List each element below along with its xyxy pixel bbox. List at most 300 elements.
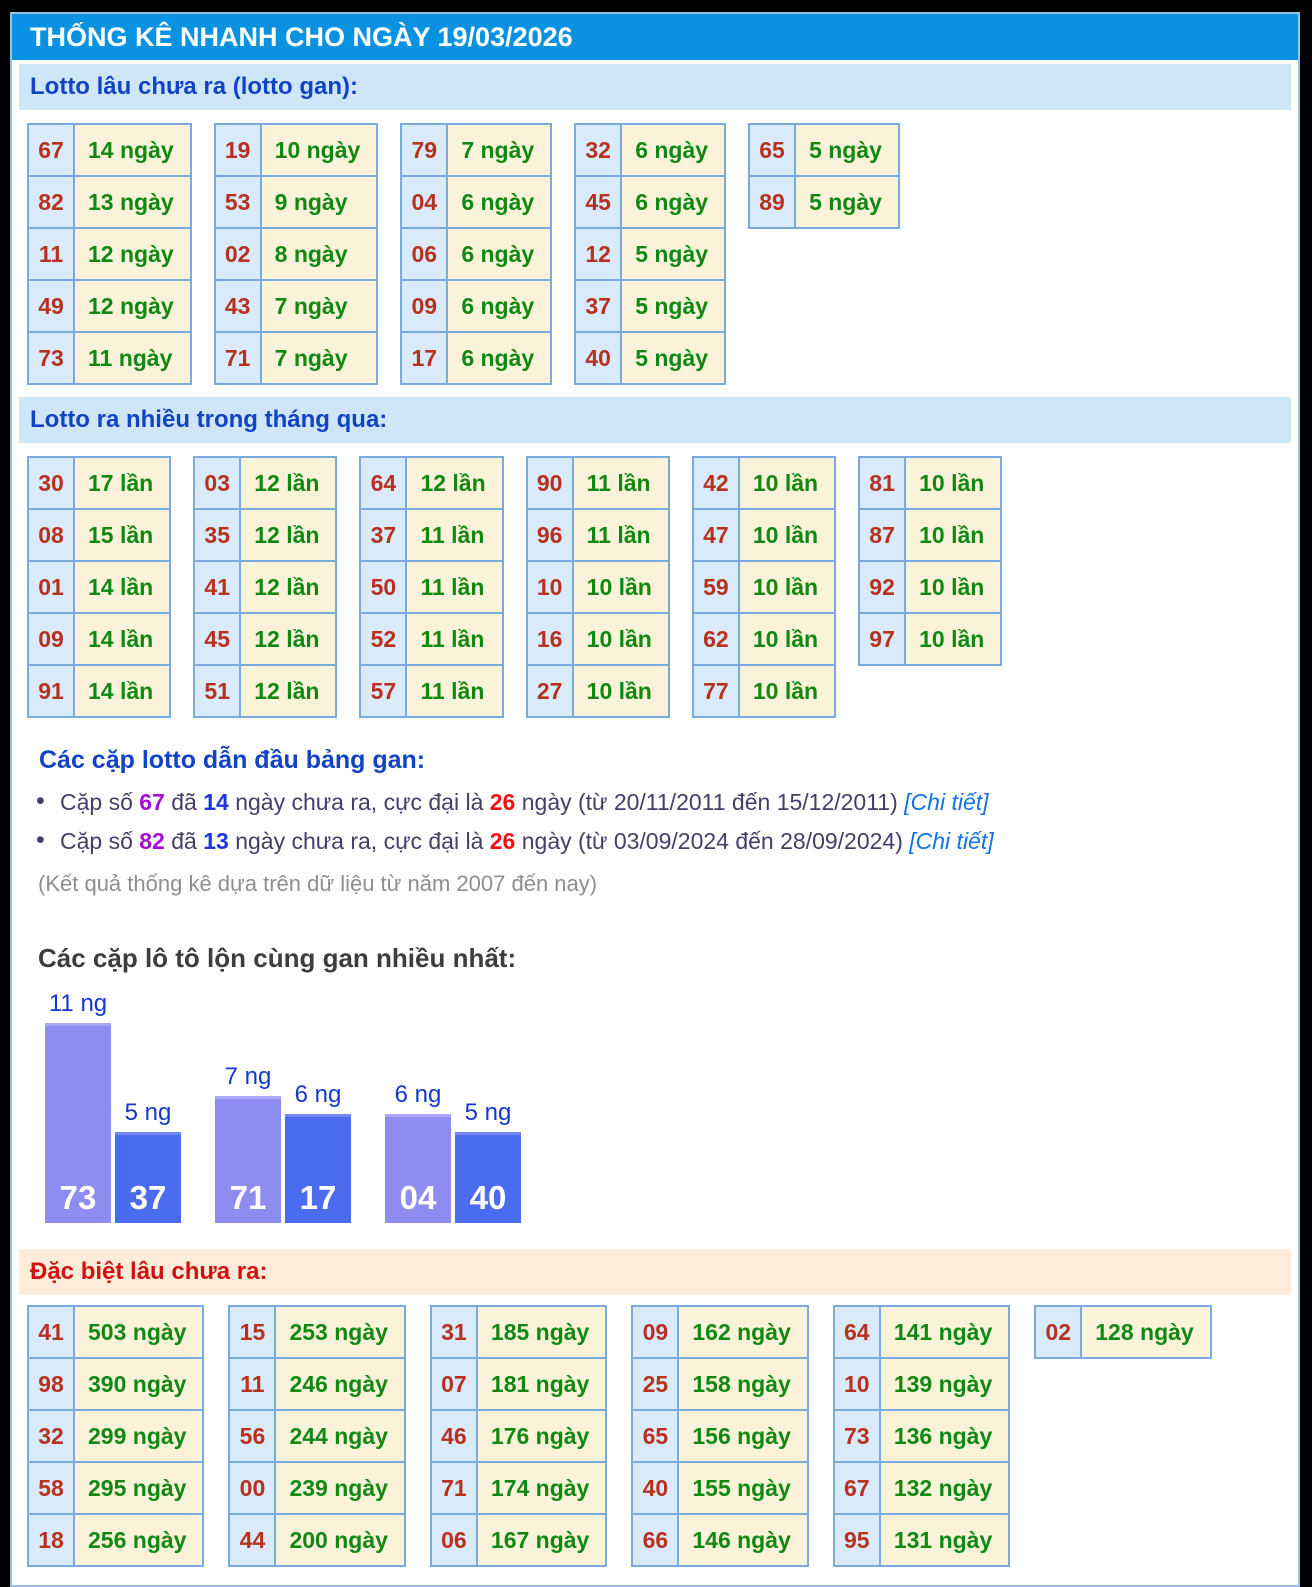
lotto-number-cell: 45 bbox=[194, 613, 240, 665]
chart-bar bbox=[385, 1114, 451, 1223]
special-days-cell: 141 ngày bbox=[880, 1306, 1009, 1358]
lotto-number-cell: 65 bbox=[749, 124, 795, 176]
lotto-number-cell: 06 bbox=[401, 228, 447, 280]
special-number-cell: 66 bbox=[632, 1514, 678, 1566]
pair-text: Cặp số bbox=[60, 789, 140, 815]
lotto-number-cell: 11 bbox=[28, 228, 74, 280]
special-number-cell: 41 bbox=[28, 1306, 74, 1358]
bar-pair bbox=[385, 1081, 521, 1223]
special-days-cell: 128 ngày bbox=[1081, 1306, 1210, 1358]
statistics-note: (Kết quả thống kê dựa trên dữ liệu từ năm 2007 đến nay) bbox=[38, 871, 598, 896]
special-number-cell: 15 bbox=[229, 1306, 275, 1358]
lotto-number-cell: 73 bbox=[28, 332, 74, 384]
appearance-count-cell: 10 lần bbox=[739, 561, 835, 613]
lotto-number-cell: 41 bbox=[194, 561, 240, 613]
bar-number-label: 04 bbox=[399, 1179, 437, 1216]
lotto-number-cell: 35 bbox=[194, 509, 240, 561]
gan-days-cell: 5 ngày bbox=[621, 228, 725, 280]
section-freq-title: Lotto ra nhiều trong tháng qua: bbox=[30, 406, 388, 433]
pair-number: 67 bbox=[139, 789, 165, 815]
gan-days-cell: 6 ngày bbox=[447, 228, 551, 280]
special-days-cell: 390 ngày bbox=[74, 1358, 203, 1410]
bar-value-label: 5 ng bbox=[464, 1099, 512, 1126]
lotto-number-cell: 08 bbox=[28, 509, 74, 561]
leading-pairs-title: Các cặp lotto dẫn đầu bảng gan: bbox=[39, 746, 426, 774]
lotto-number-cell: 96 bbox=[527, 509, 573, 561]
lotto-number-cell: 30 bbox=[28, 457, 74, 509]
stat-row bbox=[194, 561, 336, 613]
special-days-cell: 139 ngày bbox=[880, 1358, 1009, 1410]
stat-row bbox=[28, 509, 170, 561]
stat-row bbox=[215, 228, 378, 280]
stat-row bbox=[575, 228, 725, 280]
lotto-number-cell: 91 bbox=[28, 665, 74, 717]
stat-table bbox=[1034, 1305, 1211, 1359]
gan-days-cell: 7 ngày bbox=[261, 280, 378, 332]
chart-bar bbox=[115, 1132, 181, 1223]
appearance-count-cell: 10 lần bbox=[905, 613, 1001, 665]
stat-row bbox=[859, 457, 1001, 509]
stat-row bbox=[194, 613, 336, 665]
bar-pair bbox=[45, 990, 181, 1223]
lotto-number-cell: 42 bbox=[693, 457, 739, 509]
lotto-number-cell: 47 bbox=[693, 509, 739, 561]
bar-column-17 bbox=[285, 1081, 351, 1223]
stat-table bbox=[193, 456, 337, 718]
stat-row bbox=[194, 665, 336, 717]
appearance-count-cell: 12 lần bbox=[240, 613, 336, 665]
special-number-cell: 02 bbox=[1035, 1306, 1081, 1358]
leading-pairs-list bbox=[12, 789, 1298, 855]
appearance-count-cell: 11 lần bbox=[406, 509, 502, 561]
gan-days-cell: 7 ngày bbox=[447, 124, 551, 176]
special-number-cell: 44 bbox=[229, 1514, 275, 1566]
lotto-number-cell: 45 bbox=[575, 176, 621, 228]
stat-row bbox=[527, 457, 669, 509]
gan-tables-row bbox=[27, 123, 1291, 385]
stat-row bbox=[28, 1358, 203, 1410]
stat-table bbox=[214, 123, 379, 385]
appearance-count-cell: 10 lần bbox=[573, 613, 669, 665]
pair-text: đã bbox=[164, 789, 204, 815]
stat-row bbox=[401, 176, 551, 228]
lotto-number-cell: 52 bbox=[360, 613, 406, 665]
stat-row bbox=[229, 1462, 404, 1514]
gan-days-cell: 6 ngày bbox=[621, 176, 725, 228]
special-days-cell: 158 ngày bbox=[678, 1358, 807, 1410]
stat-row bbox=[431, 1358, 606, 1410]
bar-column-71 bbox=[215, 1063, 281, 1223]
bar-number-label: 37 bbox=[129, 1179, 167, 1216]
special-days-cell: 132 ngày bbox=[880, 1462, 1009, 1514]
stat-row bbox=[632, 1410, 807, 1462]
stat-row bbox=[834, 1358, 1009, 1410]
special-days-cell: 162 ngày bbox=[678, 1306, 807, 1358]
appearance-count-cell: 10 lần bbox=[573, 665, 669, 717]
special-number-cell: 73 bbox=[834, 1410, 880, 1462]
stat-row bbox=[28, 457, 170, 509]
appearance-count-cell: 10 lần bbox=[739, 509, 835, 561]
special-number-cell: 06 bbox=[431, 1514, 477, 1566]
stat-row bbox=[632, 1358, 807, 1410]
stat-row bbox=[575, 124, 725, 176]
detail-link[interactable]: [Chi tiết] bbox=[904, 789, 989, 815]
lotto-number-cell: 37 bbox=[575, 280, 621, 332]
appearance-count-cell: 11 lần bbox=[406, 613, 502, 665]
stat-table bbox=[748, 123, 900, 229]
section-freq-band bbox=[19, 397, 1291, 443]
stat-row bbox=[431, 1514, 606, 1566]
stat-row bbox=[527, 613, 669, 665]
special-number-cell: 56 bbox=[229, 1410, 275, 1462]
pair-text: ngày chưa ra, cực đại là bbox=[228, 828, 490, 854]
appearance-count-cell: 10 lần bbox=[905, 509, 1001, 561]
lotto-number-cell: 16 bbox=[527, 613, 573, 665]
stat-row bbox=[401, 280, 551, 332]
stat-row bbox=[28, 124, 191, 176]
lotto-number-cell: 57 bbox=[360, 665, 406, 717]
stat-row bbox=[229, 1358, 404, 1410]
stat-row bbox=[401, 124, 551, 176]
chart-bar bbox=[45, 1023, 111, 1223]
appearance-count-cell: 11 lần bbox=[573, 509, 669, 561]
stat-table bbox=[858, 456, 1002, 666]
lotto-number-cell: 71 bbox=[215, 332, 261, 384]
special-days-cell: 167 ngày bbox=[477, 1514, 606, 1566]
special-days-cell: 299 ngày bbox=[74, 1410, 203, 1462]
stat-row bbox=[215, 332, 378, 384]
gan-days-cell: 6 ngày bbox=[447, 332, 551, 384]
stat-row bbox=[28, 1462, 203, 1514]
stat-table bbox=[27, 1305, 204, 1567]
freq-tables-row bbox=[27, 456, 1291, 718]
stat-row bbox=[194, 509, 336, 561]
stat-row bbox=[28, 1410, 203, 1462]
stat-row bbox=[834, 1462, 1009, 1514]
stat-row bbox=[749, 124, 899, 176]
special-number-cell: 11 bbox=[229, 1358, 275, 1410]
bar-pair bbox=[215, 1063, 351, 1223]
stat-row bbox=[431, 1306, 606, 1358]
page-container bbox=[10, 12, 1300, 1587]
special-number-cell: 64 bbox=[834, 1306, 880, 1358]
special-tables-row bbox=[27, 1305, 1291, 1567]
stat-row bbox=[575, 332, 725, 384]
stat-table bbox=[526, 456, 670, 718]
special-days-cell: 256 ngày bbox=[74, 1514, 203, 1566]
appearance-count-cell: 10 lần bbox=[905, 561, 1001, 613]
special-days-cell: 146 ngày bbox=[678, 1514, 807, 1566]
stat-row bbox=[575, 280, 725, 332]
appearance-count-cell: 10 lần bbox=[739, 665, 835, 717]
stat-row bbox=[859, 509, 1001, 561]
stat-row bbox=[693, 457, 835, 509]
lotto-number-cell: 17 bbox=[401, 332, 447, 384]
special-days-cell: 156 ngày bbox=[678, 1410, 807, 1462]
chart-bar bbox=[455, 1132, 521, 1223]
special-days-cell: 136 ngày bbox=[880, 1410, 1009, 1462]
pair-text: ngày (từ 03/09/2024 đến 28/09/2024) bbox=[515, 828, 910, 854]
gan-days-cell: 6 ngày bbox=[447, 176, 551, 228]
special-days-cell: 200 ngày bbox=[275, 1514, 404, 1566]
stat-row bbox=[28, 228, 191, 280]
appearance-count-cell: 14 lần bbox=[74, 665, 170, 717]
special-days-cell: 185 ngày bbox=[477, 1306, 606, 1358]
stat-row bbox=[360, 665, 502, 717]
stat-row bbox=[401, 228, 551, 280]
gan-days-cell: 8 ngày bbox=[261, 228, 378, 280]
stat-row bbox=[431, 1462, 606, 1514]
lotto-number-cell: 77 bbox=[693, 665, 739, 717]
page-title-bar bbox=[12, 14, 1298, 60]
lotto-number-cell: 02 bbox=[215, 228, 261, 280]
stat-row bbox=[527, 665, 669, 717]
stat-row bbox=[632, 1514, 807, 1566]
appearance-count-cell: 15 lần bbox=[74, 509, 170, 561]
lotto-number-cell: 50 bbox=[360, 561, 406, 613]
stat-row bbox=[693, 613, 835, 665]
stat-row bbox=[28, 665, 170, 717]
stat-row bbox=[28, 561, 170, 613]
stat-row bbox=[360, 457, 502, 509]
pair-text: ngày (từ 20/11/2011 đến 15/12/2011) bbox=[515, 789, 905, 815]
stat-table bbox=[833, 1305, 1010, 1567]
stat-row bbox=[215, 124, 378, 176]
leading-pair-item bbox=[60, 789, 1298, 816]
stat-row bbox=[229, 1410, 404, 1462]
gan-days-cell: 7 ngày bbox=[261, 332, 378, 384]
lotto-number-cell: 92 bbox=[859, 561, 905, 613]
lotto-number-cell: 51 bbox=[194, 665, 240, 717]
special-days-cell: 174 ngày bbox=[477, 1462, 606, 1514]
stat-row bbox=[834, 1514, 1009, 1566]
lotto-number-cell: 53 bbox=[215, 176, 261, 228]
lotto-number-cell: 79 bbox=[401, 124, 447, 176]
stat-row bbox=[693, 665, 835, 717]
pair-text: Cặp số bbox=[60, 828, 140, 854]
bar-column-04 bbox=[385, 1081, 451, 1223]
stat-row bbox=[360, 561, 502, 613]
mirror-pairs-bar-chart bbox=[45, 990, 1298, 1223]
lotto-number-cell: 90 bbox=[527, 457, 573, 509]
appearance-count-cell: 12 lần bbox=[240, 561, 336, 613]
special-days-cell: 155 ngày bbox=[678, 1462, 807, 1514]
special-number-cell: 00 bbox=[229, 1462, 275, 1514]
special-days-cell: 503 ngày bbox=[74, 1306, 203, 1358]
stat-row bbox=[28, 1306, 203, 1358]
mirror-pairs-chart-title: Các cặp lô tô lộn cùng gan nhiều nhất: bbox=[38, 943, 517, 973]
stat-table bbox=[631, 1305, 808, 1567]
stat-row bbox=[360, 509, 502, 561]
lotto-number-cell: 62 bbox=[693, 613, 739, 665]
special-number-cell: 71 bbox=[431, 1462, 477, 1514]
appearance-count-cell: 10 lần bbox=[739, 457, 835, 509]
stat-table bbox=[430, 1305, 607, 1567]
stat-row bbox=[28, 613, 170, 665]
stat-row bbox=[194, 457, 336, 509]
lotto-number-cell: 10 bbox=[527, 561, 573, 613]
lotto-number-cell: 81 bbox=[859, 457, 905, 509]
stat-row bbox=[431, 1410, 606, 1462]
stat-row bbox=[229, 1306, 404, 1358]
stat-row bbox=[632, 1462, 807, 1514]
lotto-number-cell: 67 bbox=[28, 124, 74, 176]
stat-table bbox=[692, 456, 836, 718]
bar-number-label: 73 bbox=[59, 1179, 97, 1216]
section-special-band bbox=[19, 1249, 1291, 1295]
stat-row bbox=[575, 176, 725, 228]
stat-row bbox=[693, 509, 835, 561]
special-number-cell: 58 bbox=[28, 1462, 74, 1514]
special-number-cell: 32 bbox=[28, 1410, 74, 1462]
stat-row bbox=[859, 613, 1001, 665]
special-days-cell: 253 ngày bbox=[275, 1306, 404, 1358]
lotto-number-cell: 89 bbox=[749, 176, 795, 228]
appearance-count-cell: 10 lần bbox=[905, 457, 1001, 509]
stat-row bbox=[693, 561, 835, 613]
pair-days: 14 bbox=[203, 789, 229, 815]
special-number-cell: 40 bbox=[632, 1462, 678, 1514]
gan-days-cell: 10 ngày bbox=[261, 124, 378, 176]
special-days-cell: 239 ngày bbox=[275, 1462, 404, 1514]
stat-row bbox=[834, 1306, 1009, 1358]
leading-pair-item bbox=[60, 828, 1298, 855]
pair-max-days: 26 bbox=[489, 789, 516, 815]
lotto-number-cell: 49 bbox=[28, 280, 74, 332]
appearance-count-cell: 12 lần bbox=[240, 665, 336, 717]
lotto-number-cell: 09 bbox=[28, 613, 74, 665]
stat-row bbox=[527, 561, 669, 613]
special-days-cell: 181 ngày bbox=[477, 1358, 606, 1410]
stat-table bbox=[400, 123, 552, 385]
stat-table bbox=[27, 123, 192, 385]
section-special-title: Đặc biệt lâu chưa ra: bbox=[30, 1258, 268, 1285]
special-number-cell: 18 bbox=[28, 1514, 74, 1566]
stat-row bbox=[215, 176, 378, 228]
lotto-number-cell: 43 bbox=[215, 280, 261, 332]
pair-text: ngày chưa ra, cực đại là bbox=[228, 789, 490, 815]
bar-column-40 bbox=[455, 1099, 521, 1223]
lotto-number-cell: 97 bbox=[859, 613, 905, 665]
special-days-cell: 131 ngày bbox=[880, 1514, 1009, 1566]
bar-column-73 bbox=[45, 990, 111, 1223]
appearance-count-cell: 11 lần bbox=[573, 457, 669, 509]
lotto-number-cell: 03 bbox=[194, 457, 240, 509]
lotto-number-cell: 19 bbox=[215, 124, 261, 176]
chart-bar bbox=[215, 1096, 281, 1223]
bar-value-label: 6 ng bbox=[394, 1081, 442, 1108]
special-number-cell: 46 bbox=[431, 1410, 477, 1462]
special-number-cell: 31 bbox=[431, 1306, 477, 1358]
gan-days-cell: 12 ngày bbox=[74, 228, 191, 280]
gan-days-cell: 12 ngày bbox=[74, 280, 191, 332]
special-number-cell: 25 bbox=[632, 1358, 678, 1410]
bar-number-label: 17 bbox=[299, 1179, 337, 1216]
bar-value-label: 7 ng bbox=[224, 1063, 272, 1090]
stat-row bbox=[28, 332, 191, 384]
stat-row bbox=[28, 176, 191, 228]
special-days-cell: 176 ngày bbox=[477, 1410, 606, 1462]
stat-table bbox=[359, 456, 503, 718]
lotto-number-cell: 27 bbox=[527, 665, 573, 717]
lotto-number-cell: 37 bbox=[360, 509, 406, 561]
stat-row bbox=[28, 280, 191, 332]
section-gan-title: Lotto lâu chưa ra (lotto gan): bbox=[30, 73, 359, 100]
lotto-number-cell: 64 bbox=[360, 457, 406, 509]
appearance-count-cell: 12 lần bbox=[240, 457, 336, 509]
bar-number-label: 40 bbox=[469, 1179, 507, 1216]
stat-table bbox=[574, 123, 726, 385]
special-days-cell: 246 ngày bbox=[275, 1358, 404, 1410]
stat-row bbox=[1035, 1306, 1210, 1358]
pair-text: đã bbox=[164, 828, 204, 854]
bar-column-37 bbox=[115, 1099, 181, 1223]
bar-value-label: 6 ng bbox=[294, 1081, 342, 1108]
gan-days-cell: 11 ngày bbox=[74, 332, 191, 384]
gan-days-cell: 5 ngày bbox=[795, 176, 899, 228]
stat-row bbox=[215, 280, 378, 332]
pair-max-days: 26 bbox=[489, 828, 516, 854]
appearance-count-cell: 17 lần bbox=[74, 457, 170, 509]
gan-days-cell: 13 ngày bbox=[74, 176, 191, 228]
appearance-count-cell: 11 lần bbox=[406, 665, 502, 717]
appearance-count-cell: 12 lần bbox=[240, 509, 336, 561]
gan-days-cell: 14 ngày bbox=[74, 124, 191, 176]
lotto-number-cell: 09 bbox=[401, 280, 447, 332]
gan-days-cell: 5 ngày bbox=[795, 124, 899, 176]
special-days-cell: 244 ngày bbox=[275, 1410, 404, 1462]
chart-bar bbox=[285, 1114, 351, 1223]
lotto-number-cell: 87 bbox=[859, 509, 905, 561]
pair-number: 82 bbox=[139, 828, 165, 854]
special-days-cell: 295 ngày bbox=[74, 1462, 203, 1514]
bar-value-label: 5 ng bbox=[124, 1099, 172, 1126]
lotto-number-cell: 12 bbox=[575, 228, 621, 280]
stat-row bbox=[28, 1514, 203, 1566]
stat-row bbox=[749, 176, 899, 228]
pair-days: 13 bbox=[203, 828, 229, 854]
lotto-number-cell: 04 bbox=[401, 176, 447, 228]
bar-value-label: 11 ng bbox=[48, 990, 108, 1017]
stat-row bbox=[527, 509, 669, 561]
gan-days-cell: 6 ngày bbox=[447, 280, 551, 332]
appearance-count-cell: 10 lần bbox=[573, 561, 669, 613]
special-number-cell: 09 bbox=[632, 1306, 678, 1358]
stat-table bbox=[228, 1305, 405, 1567]
stat-row bbox=[229, 1514, 404, 1566]
page-title: THỐNG KÊ NHANH CHO NGÀY 19/03/2026 bbox=[30, 21, 573, 52]
special-number-cell: 98 bbox=[28, 1358, 74, 1410]
appearance-count-cell: 12 lần bbox=[406, 457, 502, 509]
gan-days-cell: 9 ngày bbox=[261, 176, 378, 228]
lotto-number-cell: 40 bbox=[575, 332, 621, 384]
gan-days-cell: 5 ngày bbox=[621, 280, 725, 332]
special-number-cell: 95 bbox=[834, 1514, 880, 1566]
special-number-cell: 65 bbox=[632, 1410, 678, 1462]
lotto-number-cell: 59 bbox=[693, 561, 739, 613]
appearance-count-cell: 10 lần bbox=[739, 613, 835, 665]
stat-row bbox=[859, 561, 1001, 613]
appearance-count-cell: 14 lần bbox=[74, 561, 170, 613]
lotto-number-cell: 01 bbox=[28, 561, 74, 613]
stat-row bbox=[360, 613, 502, 665]
gan-days-cell: 5 ngày bbox=[621, 332, 725, 384]
stat-row bbox=[401, 332, 551, 384]
lotto-number-cell: 32 bbox=[575, 124, 621, 176]
appearance-count-cell: 11 lần bbox=[406, 561, 502, 613]
lotto-number-cell: 82 bbox=[28, 176, 74, 228]
detail-link[interactable]: [Chi tiết] bbox=[909, 828, 994, 854]
